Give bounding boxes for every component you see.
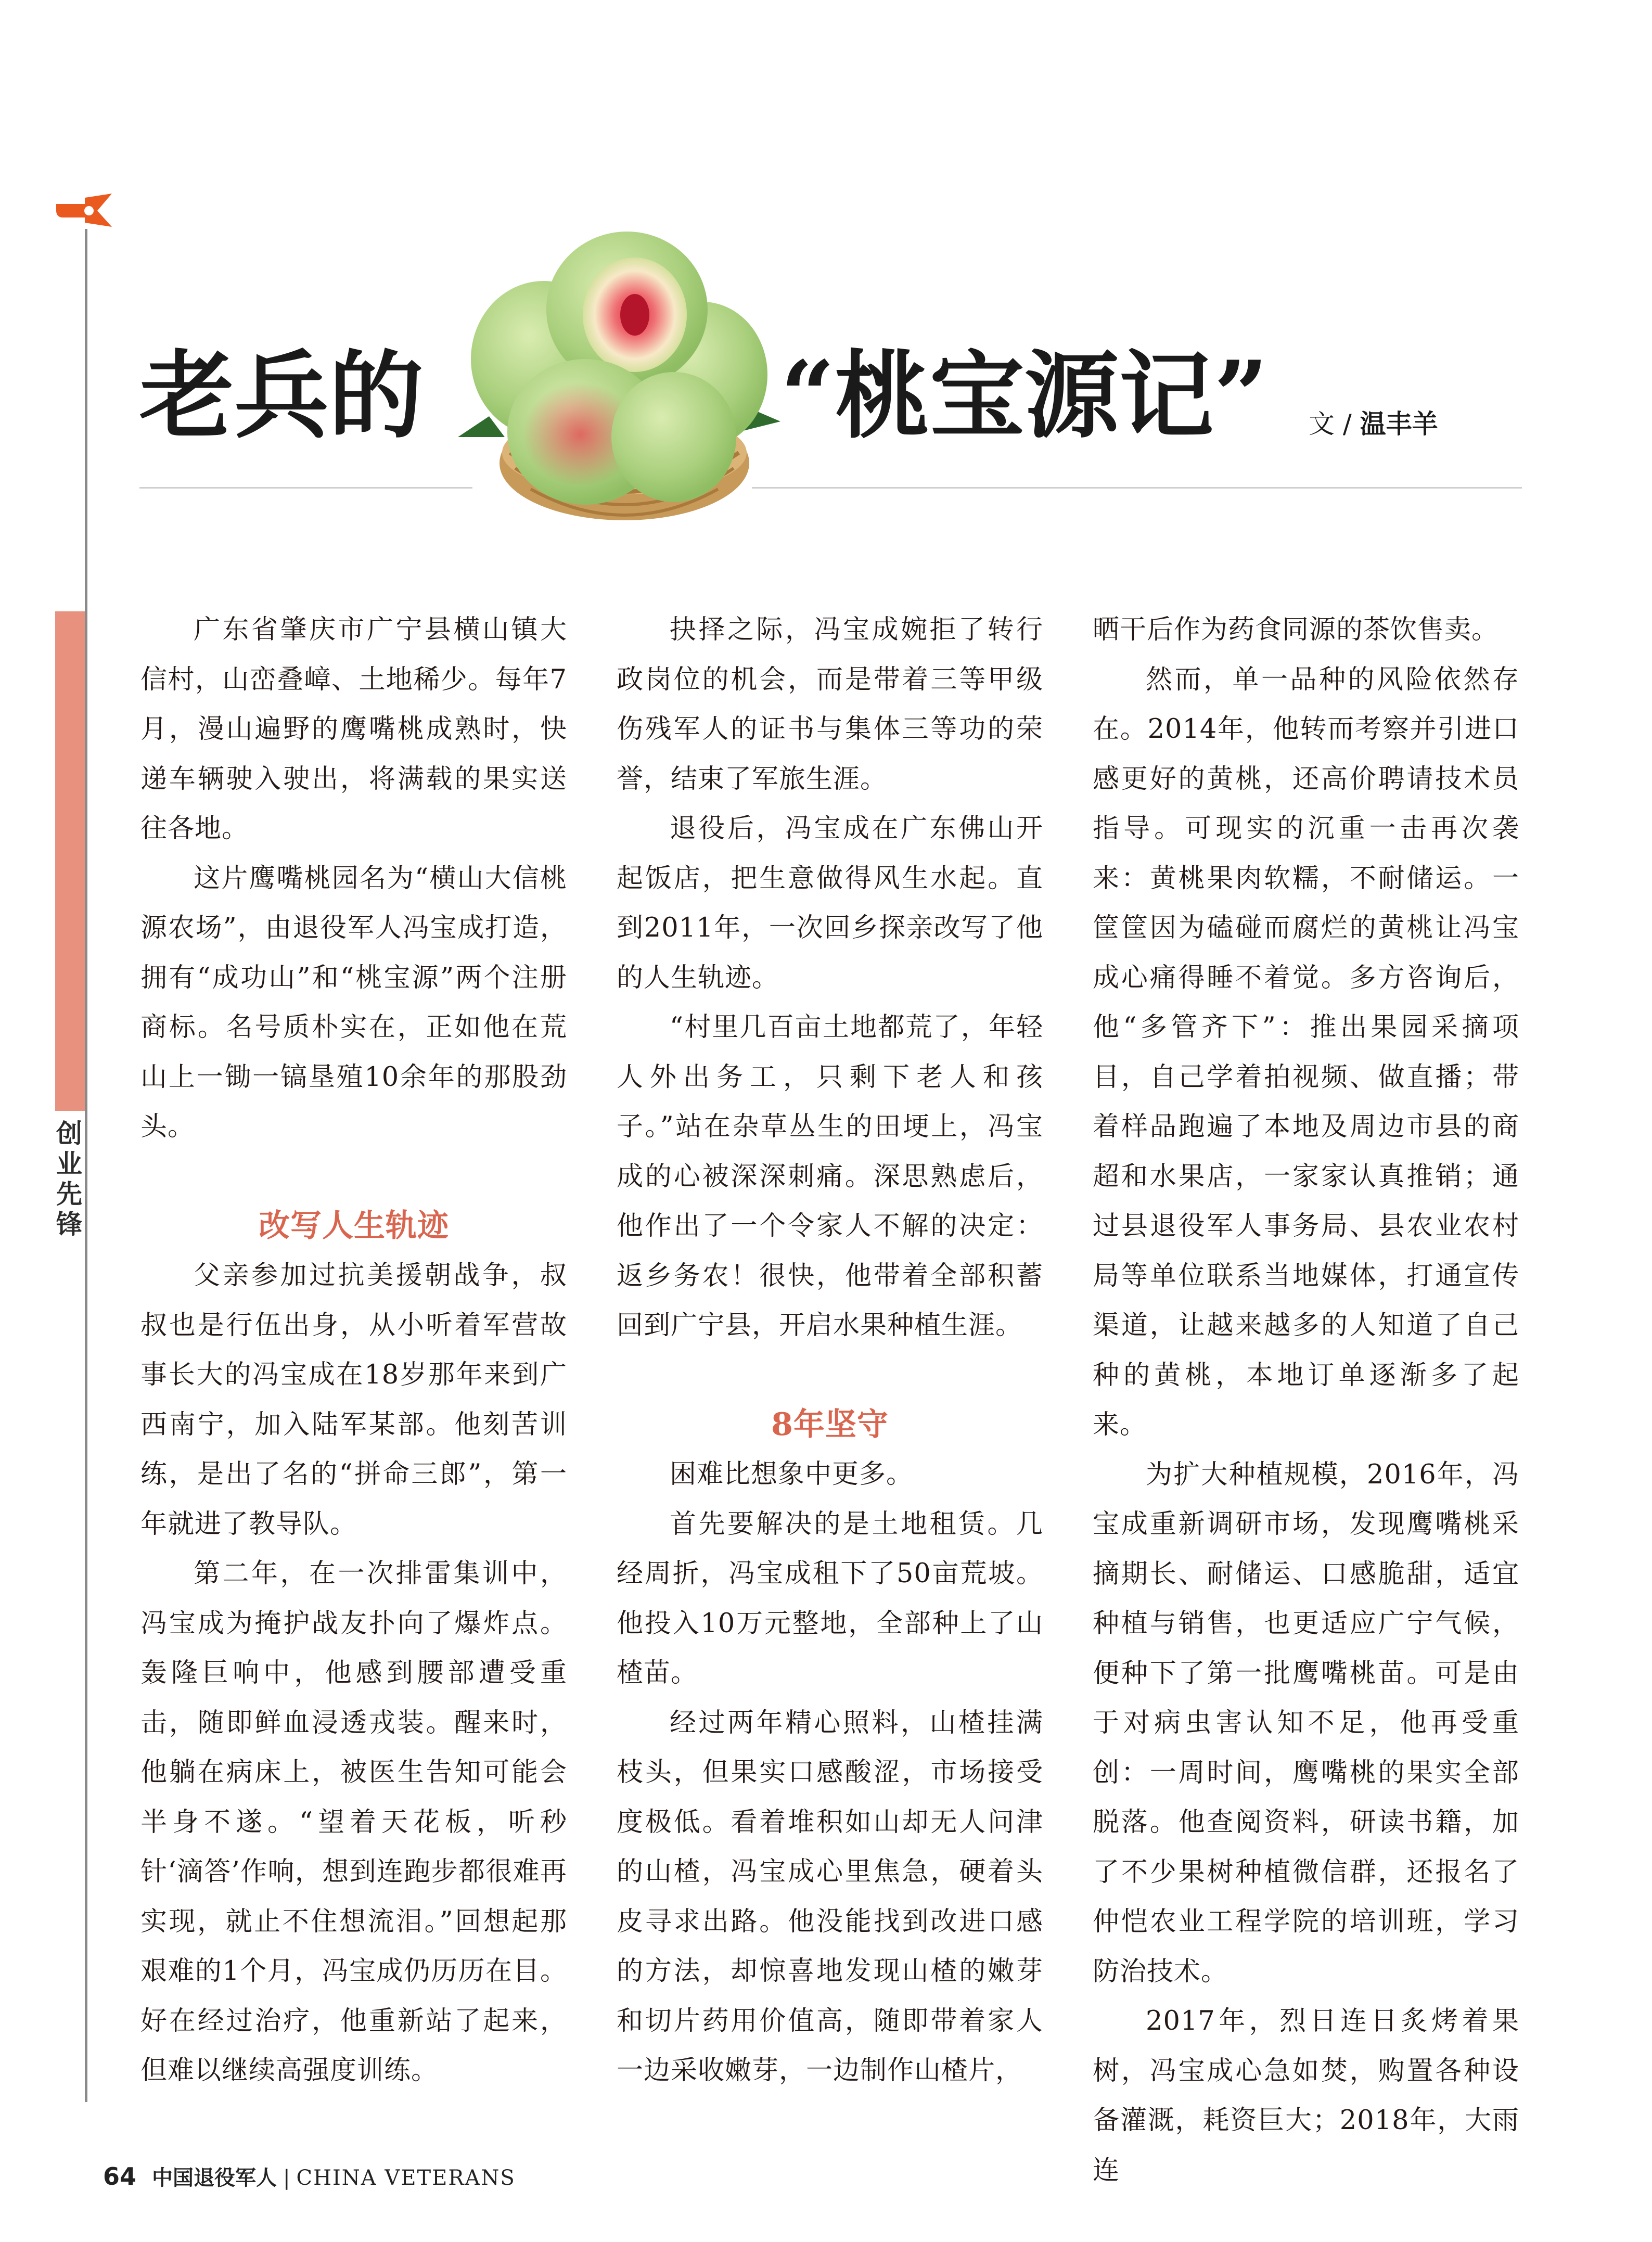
paragraph: 退役后，冯宝成在广东佛山开起饭店，把生意做得风生水起。直到2011年，一次回乡探亲改写了他的人生轨迹。 bbox=[617, 813, 1043, 993]
article-title-left: 老兵的 bbox=[139, 340, 424, 451]
paragraph-continuation: 晒干后作为药食同源的茶饮售卖。 bbox=[1093, 614, 1499, 645]
paragraph: “村里几百亩土地都荒了，年轻人外出务工，只剩下老人和孩子。”站在杂草丛生的田埂上，冯宝成的心被深深刺痛。深思熟虑后，他作出了一个令家人不解的决定：返乡务农！很快，他带着全部积蓄回到广宁县，开启水果种植生涯。 bbox=[617, 1012, 1043, 1341]
byline-prefix: 文 / bbox=[1309, 409, 1360, 439]
section-subhead: 改写人生轨迹 bbox=[259, 1207, 449, 1244]
title-rule-left bbox=[139, 487, 472, 489]
section-label-char: 锋 bbox=[56, 1209, 82, 1239]
page-footer bbox=[103, 2162, 516, 2193]
paragraph: 父亲参加过抗美援朝战争，叔叔也是行伍出身，从小听着军营故事长大的冯宝成在18岁那年来到广西南宁，加入陆军某部。他刻苦训练，是出了名的“拼命三郎”，第一年就进了教导队。 bbox=[140, 1260, 567, 1540]
paragraph: 然而，单一品种的风险依然存在。2014年，他转而考察并引进口感更好的黄桃，还高价聘请技术员指导。可现实的沉重一击再次袭来：黄桃果肉软糯，不耐储运。一筐筐因为磕碰而腐烂的黄桃让冯宝成心痛得睡不着觉。多方咨询后，他“多管齐下”：推出果园采摘项目，自己学着拍视频、做直播；带着样品跑遍了本地及周边市县的商超和水果店，一家家认真推销；通过县退役军人事务局、县农业农村局等单位联系当地媒体，打通宣传渠道，让越来越多的人知道了自己种的黄桃，本地订单逐渐多了起来。 bbox=[1093, 664, 1519, 1440]
footer-separator: | bbox=[283, 2166, 290, 2190]
section-label-char: 业 bbox=[56, 1149, 82, 1179]
article-column-1 bbox=[140, 605, 567, 2096]
magazine-logo-icon bbox=[54, 193, 116, 229]
byline bbox=[1309, 406, 1438, 442]
paragraph: 为扩大种植规模，2016年，冯宝成重新调研市场，发现鹰嘴桃采摘期长、耐储运、口感脆甜，适宜种植与销售，也更适应广宁气候，便种下了第一批鹰嘴桃苗。可是由于对病虫害认知不足，他再受重创：一周时间，鹰嘴桃的果实全部脱落。他查阅资料，研读书籍，加了不少果树种植微信群，还报名了仲恺农业工程学院的培训班，学习防治技术。 bbox=[1093, 1459, 1519, 1987]
paragraph: 抉择之际，冯宝成婉拒了转行政岗位的机会，而是带着三等甲级伤残军人的证书与集体三等功的荣誉，结束了军旅生涯。 bbox=[617, 614, 1043, 795]
section-label-char: 先 bbox=[56, 1179, 82, 1209]
article-column-3 bbox=[1093, 605, 1519, 2195]
paragraph: 这片鹰嘴桃园名为“横山大信桃源农场”，由退役军人冯宝成打造，拥有“成功山”和“桃宝源”两个注册商标。名号质朴实在，正如他在荒山上一锄一镐垦殖10余年的那股劲头。 bbox=[140, 863, 567, 1142]
paragraph: 2017年，烈日连日炙烤着果树，冯宝成心急如焚，购置各种设备灌溉，耗资巨大；2018年，大雨连 bbox=[1093, 2006, 1519, 2186]
paragraph: 首先要解决的是土地租赁。几经周折，冯宝成租下了50亩荒坡。他投入10万元整地，全部种上了山楂苗。 bbox=[617, 1508, 1043, 1688]
margin-rule bbox=[85, 229, 87, 2102]
magazine-name-cn: 中国退役军人 bbox=[152, 2166, 277, 2190]
article-column-2 bbox=[617, 605, 1043, 2096]
section-label-char: 创 bbox=[56, 1119, 82, 1149]
section-label bbox=[54, 1119, 85, 1239]
page-number: 64 bbox=[103, 2162, 137, 2190]
paragraph: 广东省肇庆市广宁县横山镇大信村，山峦叠嶂、土地稀少。每年7月，漫山遍野的鹰嘴桃成熟时，快递车辆驶入驶出，将满载的果实送往各地。 bbox=[140, 614, 567, 844]
magazine-name-en: CHINA VETERANS bbox=[296, 2166, 516, 2190]
peach-basket-illustration bbox=[453, 219, 786, 536]
section-subhead: 8年坚守 bbox=[771, 1406, 889, 1443]
paragraph: 困难比想象中更多。 bbox=[670, 1459, 914, 1490]
title-rule-right bbox=[752, 487, 1522, 489]
section-color-bar bbox=[55, 611, 85, 1111]
paragraph: 第二年，在一次排雷集训中，冯宝成为掩护战友扑向了爆炸点。轰隆巨响中，他感到腰部遭受重击，随即鲜血浸透戎装。醒来时，他躺在病床上，被医生告知可能会半身不遂。“望着天花板，听秒针‘滴答’作响，想到连跑步都很难再实现，就止不住想流泪。”回想起那艰难的1个月，冯宝成仍历历在目。好在经过治疗，他重新站了起来，但难以继续高强度训练。 bbox=[140, 1558, 567, 2086]
author-name: 温丰羊 bbox=[1360, 409, 1438, 439]
article-title-right: “桃宝源记” bbox=[780, 340, 1269, 451]
paragraph: 经过两年精心照料，山楂挂满枝头，但果实口感酸涩，市场接受度极低。看着堆积如山却无人问津的山楂，冯宝成心里焦急，硬着头皮寻求出路。他没能找到改进口感的方法，却惊喜地发现山楂的嫩芽和切片药用价值高，随即带着家人一边采收嫩芽，一边制作山楂片， bbox=[617, 1707, 1043, 2086]
